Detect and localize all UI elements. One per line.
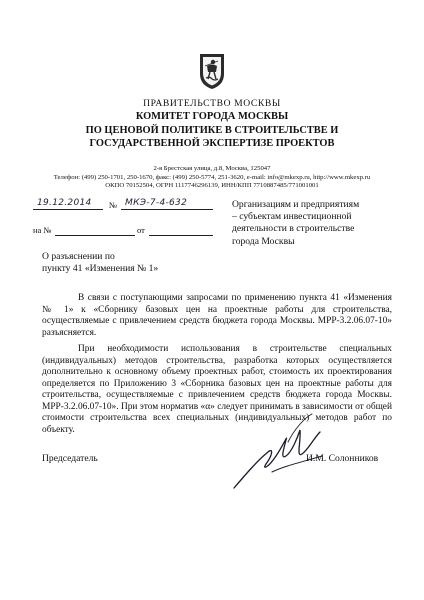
ref-from-label: от (137, 225, 145, 235)
ref-date-line (149, 235, 213, 236)
recipient-line: города Москвы (232, 235, 295, 247)
committee-name (30, 110, 394, 151)
signer-name: И.М. Солонников (306, 453, 379, 464)
address-line: 2-я Брестская улица, д.8, Москва, 125047 (153, 165, 271, 172)
contact-info (20, 165, 404, 191)
committee-line: КОМИТЕТ ГОРОДА МОСКВЫ (135, 111, 289, 122)
recipient-line: Организациям и предприятиям (232, 199, 360, 210)
body-paragraph: В связи с поступающими запросами по применению пункта 41 «Изменения № 1» к «Сборнику базовых цен на проектные работы для строительства, осуществляемые с привлечением средств бюджета города Москвы. МРР-3.2.06.07-10» разъясняется. (42, 293, 392, 338)
phone-line: Телефон: (499) 250-1701, 250-1670, факс: (499) 250-5774, 251-3620, e-mail: info@mkexp.ru, http://www.mkexp.ru (53, 173, 371, 181)
ref-number-line (55, 235, 135, 236)
number-prefix: № (109, 200, 118, 210)
document-meta (33, 197, 213, 239)
handwritten-signature (228, 412, 326, 492)
letter-body (42, 293, 392, 441)
registration-line: ОКПО 70152504, ОГРН 1117746296139, ИНН/КПП 7710887485/771001001 (105, 182, 319, 190)
subject-line: пункту 41 «Изменения № 1» (42, 263, 159, 275)
committee-line: ПО ЦЕНОВОЙ ПОЛИТИКЕ В СТРОИТЕЛЬСТВЕ И (85, 124, 339, 136)
number-line (121, 209, 213, 210)
handwritten-date: 19.12.2014 (37, 198, 92, 208)
body-paragraph: При необходимости использования в строительстве специальных (индивидуальных) методов строительства, разработка которых осуществляется дополнительно к основному объему проектных работ, стоимость их проектирования определяется по Приложению 3 «Сборника базовых цен на проектные работы для строительства, осуществляемые с привлечением средств бюджета города Москвы. МРР-3.2.06.07-10». При этом норматив «α» следует принимать в зависимости от общей стоимости строительства всех специальных (индивидуальных) методов работ по объекту. (42, 344, 392, 435)
moscow-coat-of-arms-icon (198, 52, 226, 90)
recipient-line: деятельности в строительстве (232, 223, 355, 235)
signer-title: Председатель (42, 453, 98, 464)
ref-prefix: на № (33, 225, 52, 235)
government-heading: ПРАВИТЕЛЬСТВО МОСКВЫ (143, 98, 281, 109)
recipient-line: – субъектам инвестиционной (232, 211, 352, 223)
committee-line: ГОСУДАРСТВЕННОЙ ЭКСПЕРТИЗЕ ПРОЕКТОВ (89, 138, 335, 150)
handwritten-number: МКЭ-7-4-632 (125, 198, 188, 208)
date-line (33, 209, 103, 210)
subject-block (42, 251, 242, 275)
recipient-block (232, 199, 412, 248)
subject-line: О разъяснении по (42, 251, 115, 262)
